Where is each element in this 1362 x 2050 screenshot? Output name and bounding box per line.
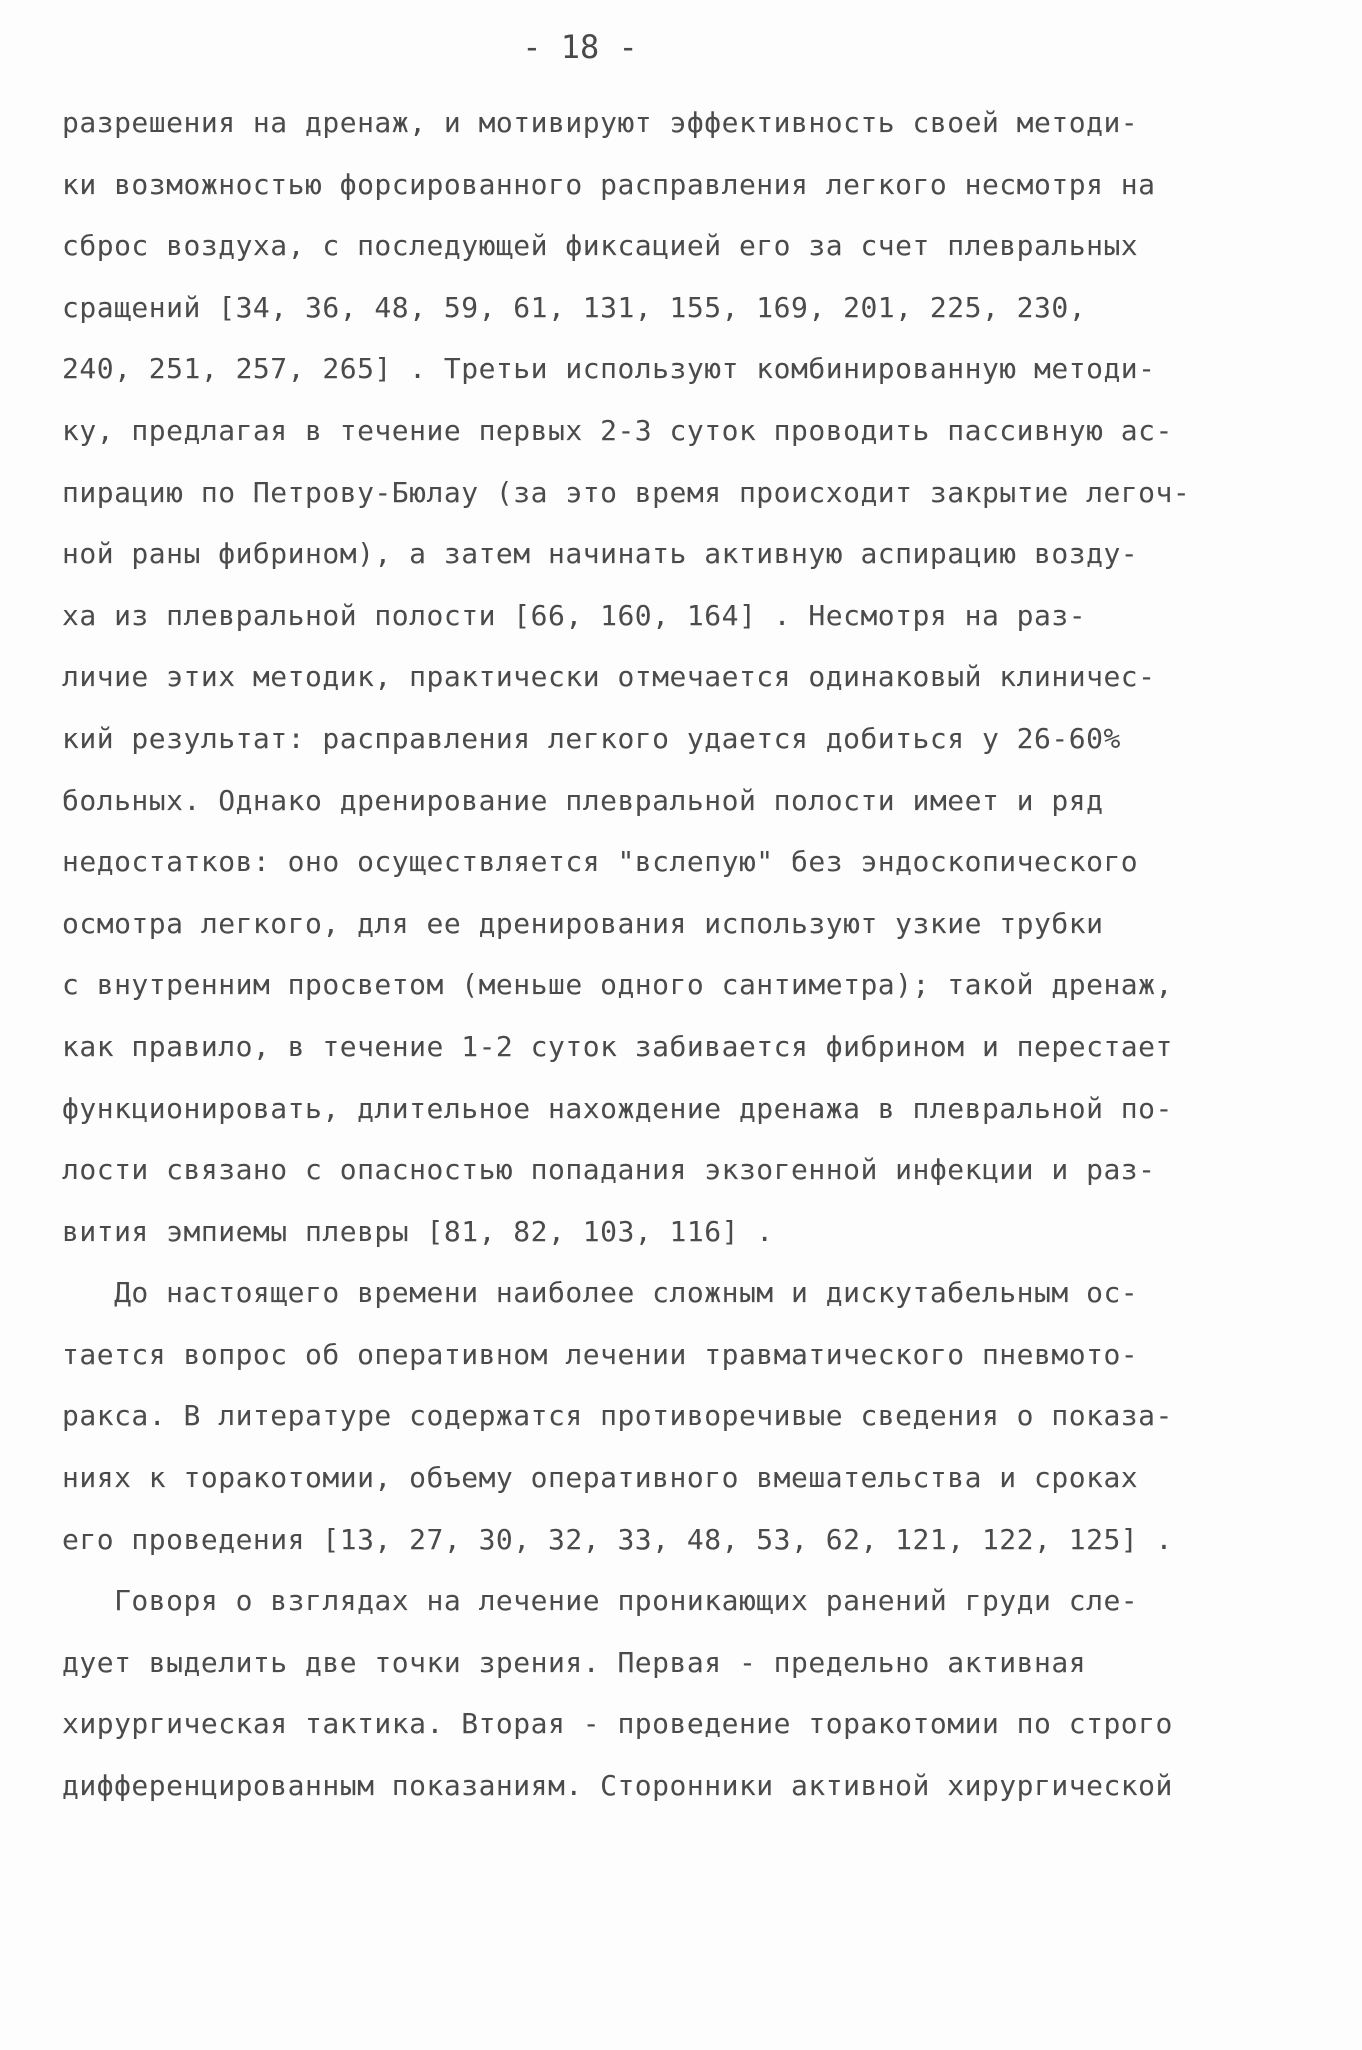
text-line: ной раны фибрином), а затем начинать активную аспирацию возду- — [62, 537, 1139, 571]
text-line: недостатков: оно осуществляется "вслепую" без эндоскопического — [62, 845, 1139, 879]
paragraph-1 — [62, 92, 1302, 1262]
text-line: личие этих методик, практически отмечается одинаковый клиничес- — [62, 660, 1156, 694]
text-line: пирацию по Петрову-Бюлау (за это время происходит закрытие легоч- — [62, 475, 1191, 509]
body-text — [62, 92, 1302, 1817]
text-line: сращений [34, 36, 48, 59, 61, 131, 155, 169, 201, 225, 230, — [62, 290, 1087, 324]
text-line: кий результат: расправления легкого удается добиться у 26-60% — [62, 721, 1121, 755]
text-line: осмотра легкого, для ее дренирования используют узкие трубки — [62, 906, 1104, 940]
text-line: дует выделить две точки зрения. Первая - предельно активная — [62, 1645, 1087, 1679]
paragraph-3 — [62, 1570, 1302, 1816]
text-line: тается вопрос об оперативном лечении травматического пневмото- — [62, 1337, 1139, 1371]
text-line: ха из плевральной полости [66, 160, 164] . Несмотря на раз- — [62, 598, 1087, 632]
text-line: Говоря о взглядах на лечение проникающих ранений груди сле- — [62, 1584, 1139, 1618]
text-line: больных. Однако дренирование плевральной полости имеет и ряд — [62, 783, 1104, 817]
text-line: функционировать, длительное нахождение дренажа в плевральной по- — [62, 1091, 1173, 1125]
text-line: ракса. В литературе содержатся противоречивые сведения о показа- — [62, 1399, 1173, 1433]
text-line: лости связано с опасностью попадания экзогенной инфекции и раз- — [62, 1153, 1156, 1187]
text-line: ку, предлагая в течение первых 2-3 суток проводить пассивную ас- — [62, 413, 1173, 447]
text-line: его проведения [13, 27, 30, 32, 33, 48, 53, 62, 121, 122, 125] . — [62, 1522, 1173, 1556]
page-number: - 18 - — [522, 28, 638, 66]
text-line: ниях к торакотомии, объему оперативного вмешательства и сроках — [62, 1461, 1139, 1495]
paragraph-2 — [62, 1262, 1302, 1570]
text-line: как правило, в течение 1-2 суток забивается фибрином и перестает — [62, 1029, 1173, 1063]
text-line: ки возможностью форсированного расправления легкого несмотря на — [62, 167, 1156, 201]
text-line: дифференцированным показаниям. Сторонники активной хирургической — [62, 1769, 1173, 1803]
text-line: с внутренним просветом (меньше одного сантиметра); такой дренаж, — [62, 968, 1173, 1002]
text-line: 240, 251, 257, 265] . Третьи используют комбинированную методи- — [62, 352, 1156, 386]
text-line: До настоящего времени наиболее сложным и дискутабельным ос- — [62, 1276, 1139, 1310]
text-line: разрешения на дренаж, и мотивируют эффективность своей методи- — [62, 106, 1139, 139]
text-line: хирургическая тактика. Вторая - проведение торакотомии по строго — [62, 1707, 1173, 1741]
text-line: вития эмпиемы плевры [81, 82, 103, 116] . — [62, 1214, 774, 1248]
text-line: сброс воздуха, с последующей фиксацией его за счет плевральных — [62, 229, 1139, 263]
